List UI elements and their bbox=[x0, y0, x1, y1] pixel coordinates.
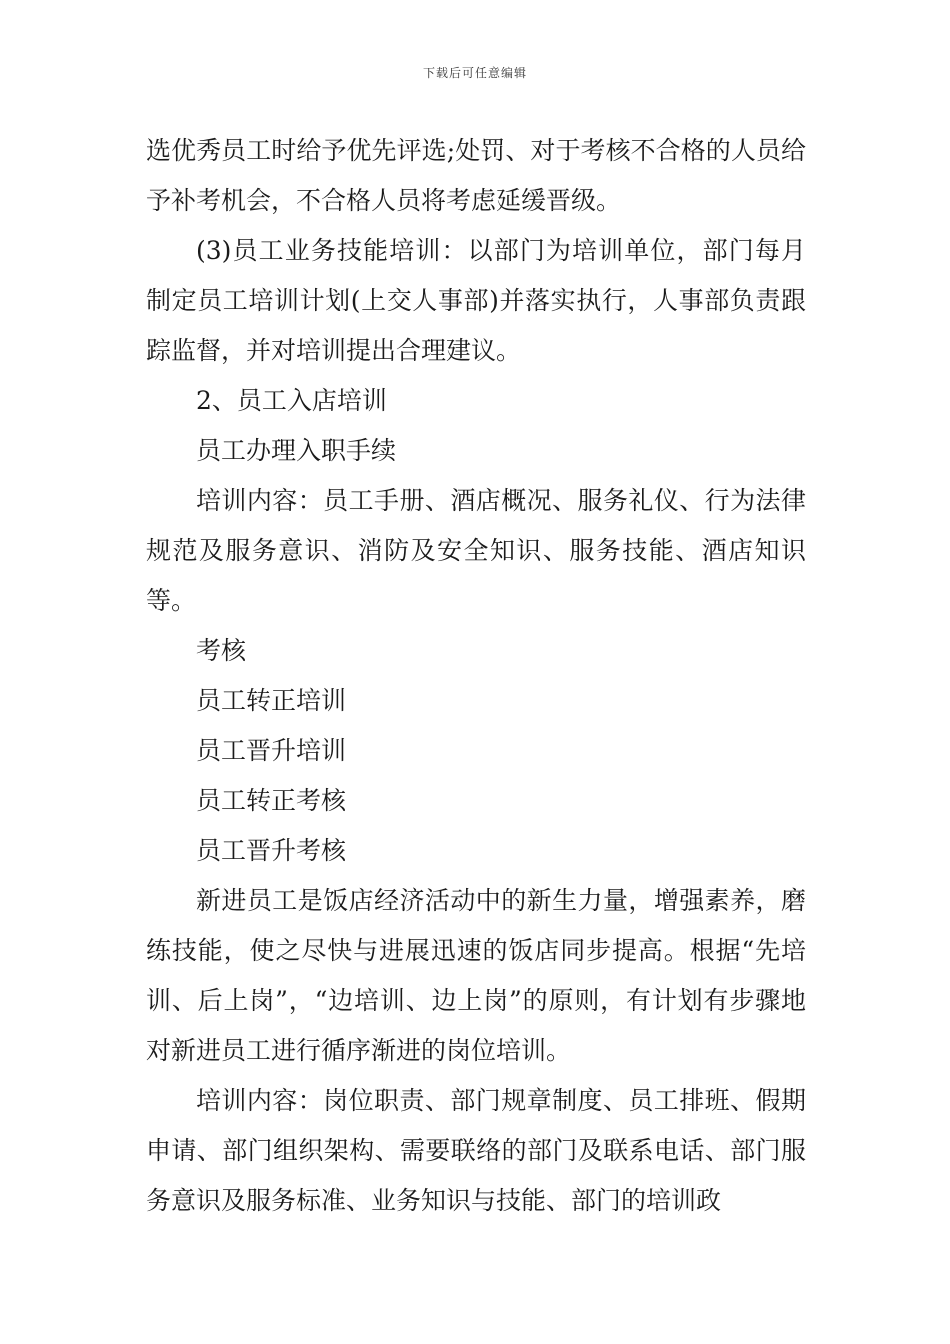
paragraph-4: 员工办理入职手续 bbox=[196, 436, 397, 465]
paragraph-12: 培训内容：岗位职责、部门规章制度、员工排班、假期申请、部门组织架构、需要联络的部门及联系电话、部门服务意识及服务标准、业务知识与技能、部门的培训政 bbox=[146, 1086, 806, 1215]
section-heading: 2、员工入店培训 bbox=[196, 386, 387, 415]
document-body bbox=[146, 126, 806, 1226]
paragraph-2: (3)员工业务技能培训：以部门为培训单位，部门每月制定员工培训计划(上交人事部)并落实执行，人事部负责跟踪监督，并对培训提出合理建议。 bbox=[146, 236, 806, 365]
paragraph-11: 新进员工是饭店经济活动中的新生力量，增强素养，磨练技能，使之尽快与进展迅速的饭店同步提高。根据“先培训、后上岗”，“边培训、边上岗”的原则，有计划有步骤地对新进员工进行循序渐进的岗位培训。 bbox=[146, 886, 806, 1065]
paragraph-8: 员工晋升培训 bbox=[196, 736, 347, 765]
paragraph-5: 培训内容：员工手册、酒店概况、服务礼仪、行为法律规范及服务意识、消防及安全知识、服务技能、酒店知识等。 bbox=[146, 486, 806, 615]
paragraph-6: 考核 bbox=[196, 636, 247, 665]
page-header: 下载后可任意编辑 bbox=[422, 66, 527, 80]
paragraph-1: 选优秀员工时给予优先评选;处罚、对于考核不合格的人员给予补考机会，不合格人员将考虑延缓晋级。 bbox=[146, 136, 806, 215]
paragraph-9: 员工转正考核 bbox=[196, 786, 347, 815]
paragraph-10: 员工晋升考核 bbox=[196, 836, 347, 865]
paragraph-7: 员工转正培训 bbox=[196, 686, 347, 715]
